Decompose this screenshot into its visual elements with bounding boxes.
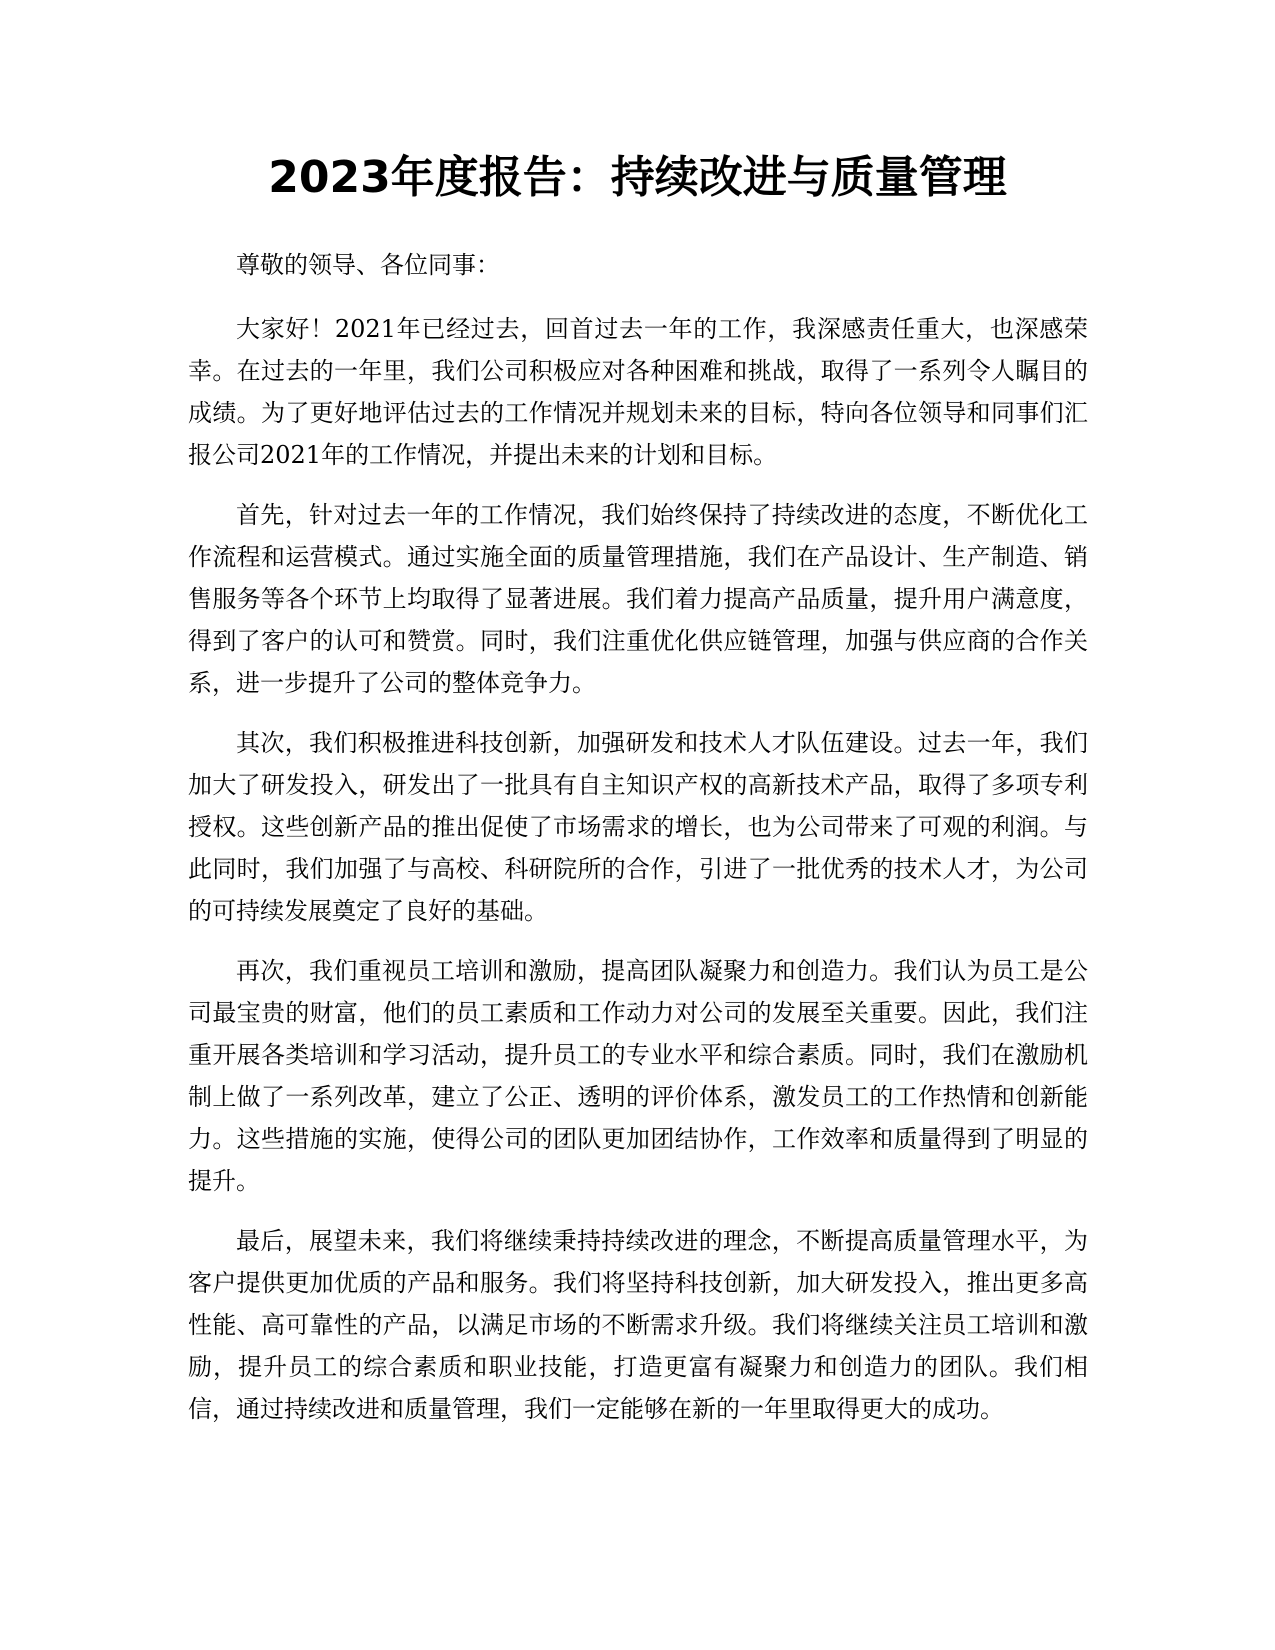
paragraph-second: 其次，我们积极推进科技创新，加强研发和技术人才队伍建设。过去一年，我们加大了研发投入，研发出了一批具有自主知识产权的高新技术产品，取得了多项专利授权。这些创新产品的推出促使了市场需求的增长，也为公司带来了可观的利润。与此同时，我们加强了与高校、科研院所的合作，引进了一批优秀的技术人才，为公司的可持续发展奠定了良好的基础。	[188, 729, 1088, 925]
document-body	[188, 244, 1088, 1448]
paragraph-final: 最后，展望未来，我们将继续秉持持续改进的理念，不断提高质量管理水平，为客户提供更加优质的产品和服务。我们将坚持科技创新，加大研发投入，推出更多高性能、高可靠性的产品，以满足市场的不断需求升级。我们将继续关注员工培训和激励，提升员工的综合素质和职业技能，打造更富有凝聚力和创造力的团队。我们相信，通过持续改进和质量管理，我们一定能够在新的一年里取得更大的成功。	[188, 1227, 1088, 1423]
document-title: 2023年度报告：持续改进与质量管理	[268, 152, 1007, 203]
paragraph-third: 再次，我们重视员工培训和激励，提高团队凝聚力和创造力。我们认为员工是公司最宝贵的财富，他们的员工素质和工作动力对公司的发展至关重要。因此，我们注重开展各类培训和学习活动，提升员工的专业水平和综合素质。同时，我们在激励机制上做了一系列改革，建立了公正、透明的评价体系，激发员工的工作热情和创新能力。这些措施的实施，使得公司的团队更加团结协作，工作效率和质量得到了明显的提升。	[188, 957, 1088, 1195]
paragraph-first: 首先，针对过去一年的工作情况，我们始终保持了持续改进的态度，不断优化工作流程和运营模式。通过实施全面的质量管理措施，我们在产品设计、生产制造、销售服务等各个环节上均取得了显著进展。我们着力提高产品质量，提升用户满意度，得到了客户的认可和赞赏。同时，我们注重优化供应链管理，加强与供应商的合作关系，进一步提升了公司的整体竞争力。	[188, 501, 1088, 697]
salutation: 尊敬的领导、各位同事：	[236, 251, 500, 279]
paragraph-opening: 大家好！2021年已经过去，回首过去一年的工作，我深感责任重大，也深感荣幸。在过去的一年里，我们公司积极应对各种困难和挑战，取得了一系列令人瞩目的成绩。为了更好地评估过去的工作情况并规划未来的目标，特向各位领导和同事们汇报公司2021年的工作情况，并提出未来的计划和目标。	[188, 315, 1088, 469]
